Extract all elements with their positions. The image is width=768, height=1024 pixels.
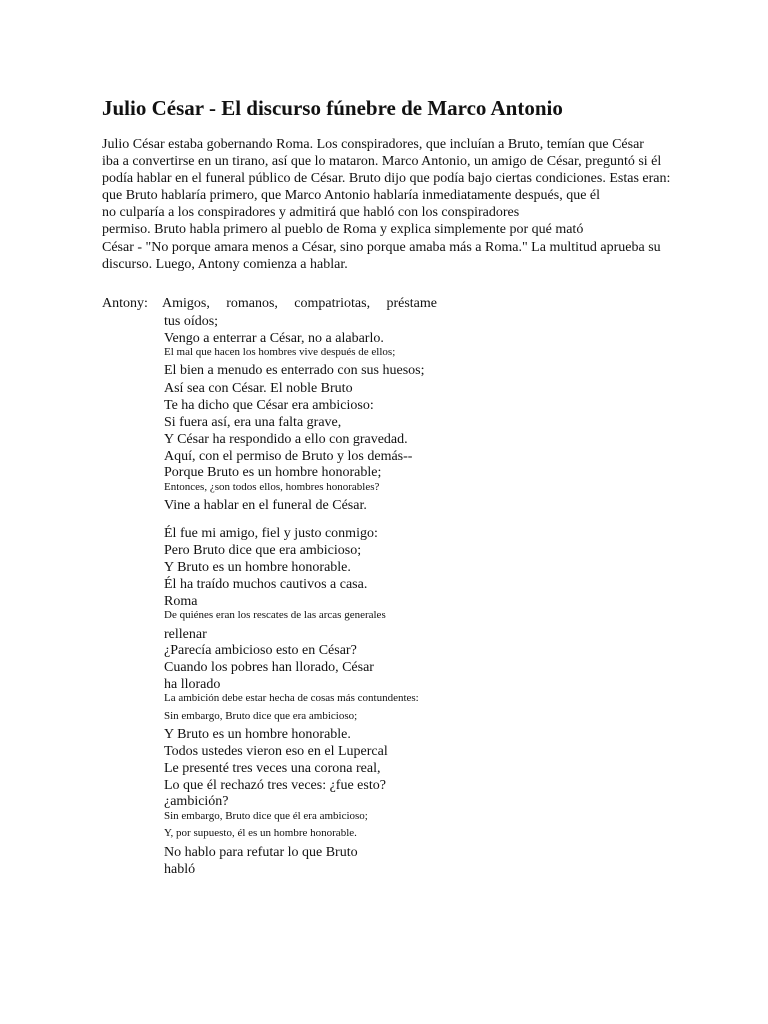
verse-line: Te ha dicho que César era ambicioso:: [164, 398, 374, 413]
document-title: Julio César - El discurso fúnebre de Marco Antonio: [102, 96, 563, 120]
verse-line: habló: [164, 862, 196, 877]
verse-line: Sin embargo, Bruto dice que era ambicioso;: [164, 710, 358, 722]
verse-line: Él ha traído muchos cautivos a casa.: [164, 577, 368, 592]
verse-line: Él fue mi amigo, fiel y justo conmigo:: [164, 526, 378, 541]
intro-line: no culparía a los conspiradores y admitirá que habló con los conspiradores: [102, 205, 520, 221]
intro-line: discurso. Luego, Antony comienza a hablar.: [102, 256, 348, 272]
verse-line: Lo que él rechazó tres veces: ¿fue esto?: [164, 778, 386, 793]
intro-line: Julio César estaba gobernando Roma. Los conspiradores, que incluían a Bruto, temían que César: [102, 137, 644, 152]
verse-line: Entonces, ¿son todos ellos, hombres honorables?: [164, 481, 380, 493]
verse-line: De quiénes eran los rescates de las arcas generales: [164, 609, 386, 621]
verse-line: Roma: [164, 594, 198, 609]
verse-line: Si fuera así, era una falta grave,: [164, 415, 342, 430]
verse-line: Amigos, romanos, compatriotas, préstame: [162, 296, 437, 311]
verse-line: El bien a menudo es enterrado con sus huesos;: [164, 363, 425, 378]
intro-line: podía hablar en el funeral público de César. Bruto dijo que podía bajo ciertas condiciones. Estas eran:: [102, 171, 671, 187]
verse-line: Pero Bruto dice que era ambicioso;: [164, 543, 362, 558]
verse-line: La ambición debe estar hecha de cosas más contundentes:: [164, 692, 419, 704]
verse-line: No hablo para refutar lo que Bruto: [164, 845, 358, 860]
verse-line: Le presenté tres veces una corona real,: [164, 761, 381, 776]
verse-line: Y Bruto es un hombre honorable.: [164, 727, 351, 742]
speaker-label: Antony:: [102, 296, 148, 311]
verse-line: Todos ustedes vieron eso en el Lupercal: [164, 744, 388, 759]
verse-line: El mal que hacen los hombres vive después de ellos;: [164, 346, 396, 358]
verse-line: Porque Bruto es un hombre honorable;: [164, 465, 382, 480]
intro-paragraph: [102, 136, 732, 273]
verse-line: ¿Parecía ambicioso esto en César?: [164, 643, 357, 658]
intro-line: permiso. Bruto habla primero al pueblo de Roma y explica simplemente por qué mató: [102, 222, 584, 238]
verse-line: Sin embargo, Bruto dice que él era ambicioso;: [164, 810, 368, 822]
intro-line: que Bruto hablaría primero, que Marco Antonio hablaría inmediatamente después, que él: [102, 188, 601, 204]
verse-line: Aquí, con el permiso de Bruto y los demás--: [164, 449, 413, 464]
verse-line: Cuando los pobres han llorado, César: [164, 660, 374, 675]
verse-line: Vengo a enterrar a César, no a alabarlo.: [164, 331, 384, 346]
intro-line: iba a convertirse en un tirano, así que lo mataron. Marco Antonio, un amigo de César, preguntó si él: [102, 154, 662, 170]
verse-line: ¿ambición?: [164, 794, 229, 809]
verse-line: Así sea con César. El noble Bruto: [164, 381, 353, 396]
verse-line: Y César ha respondido a ello con gravedad.: [164, 432, 408, 447]
verse-line: Y Bruto es un hombre honorable.: [164, 560, 351, 575]
verse-line: Y, por supuesto, él es un hombre honorable.: [164, 827, 357, 839]
verse-line: tus oídos;: [164, 314, 219, 329]
verse-line: rellenar: [164, 627, 207, 642]
verse-line: ha llorado: [164, 677, 221, 692]
verse-line: Vine a hablar en el funeral de César.: [164, 498, 367, 513]
intro-line: César - "No porque amara menos a César, sino porque amaba más a Roma." La multitud aprueba su: [102, 239, 661, 255]
